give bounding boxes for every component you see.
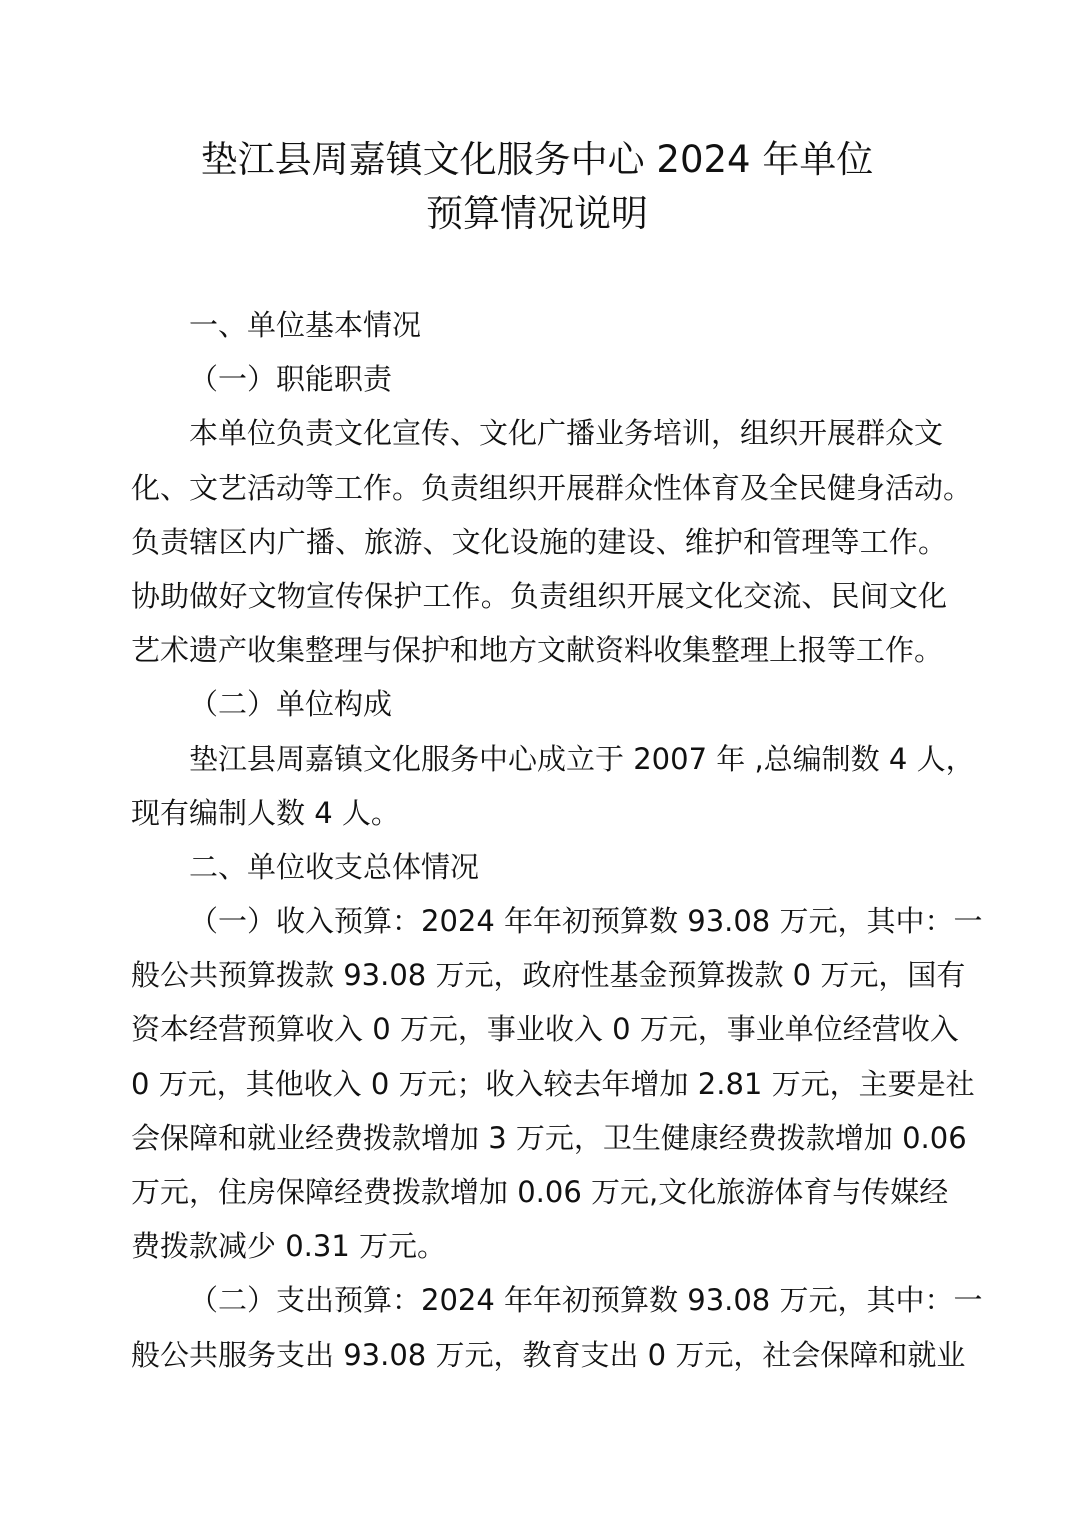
section-heading: 二、单位收支总体情况 (189, 849, 480, 884)
body-line: 艺术遗产收集整理与保护和地方文献资料收集整理上报等工作。 (131, 633, 944, 668)
body-line: 般公共服务支出 93.08 万元，教育支出 0 万元，社会保障和就业 (131, 1337, 966, 1372)
subsection-heading: （一）职能职责 (189, 362, 393, 397)
body-line: 协助做好文物宣传保护工作。负责组织开展文化交流、民间文化 (131, 578, 947, 613)
body-line: 般公共预算拨款 93.08 万元，政府性基金预算拨款 0 万元，国有 (131, 958, 966, 993)
subsection-heading: （二）单位构成 (189, 687, 393, 722)
body-line: 0 万元，其他收入 0 万元；收入较去年增加 2.81 万元，主要是社 (131, 1066, 975, 1101)
body-line: 资本经营预算收入 0 万元，事业收入 0 万元，事业单位经营收入 (131, 1012, 959, 1047)
body-line: 万元，住房保障经费拨款增加 0.06 万元,文化旅游体育与传媒经 (131, 1175, 949, 1209)
document-title-line-2: 预算情况说明 (426, 192, 648, 235)
body-line: 费拨款减少 0.31 万元。 (131, 1229, 447, 1264)
document-body (131, 298, 983, 1382)
section-heading: 一、单位基本情况 (189, 308, 422, 342)
body-line: 垫江县周嘉镇文化服务中心成立于 2007 年 ,总编制数 4 人， (189, 741, 975, 776)
body-line: （二）支出预算：2024 年年初预算数 93.08 万元，其中：一 (189, 1283, 983, 1318)
document-title-line-1: 垫江县周嘉镇文化服务中心 2024 年单位 (200, 138, 874, 181)
body-line: 本单位负责文化宣传、文化广播业务培训，组织开展群众文 (189, 416, 944, 451)
body-line: 负责辖区内广播、旅游、文化设施的建设、维护和管理等工作。 (131, 524, 947, 559)
body-line: 化、文艺活动等工作。负责组织开展群众性体育及全民健身活动。 (131, 470, 973, 505)
body-line: 会保障和就业经费拨款增加 3 万元，卫生健康经费拨款增加 0.06 (131, 1120, 967, 1155)
body-line: （一）收入预算：2024 年年初预算数 93.08 万元，其中：一 (189, 904, 983, 939)
body-line: 现有编制人数 4 人。 (131, 795, 400, 830)
